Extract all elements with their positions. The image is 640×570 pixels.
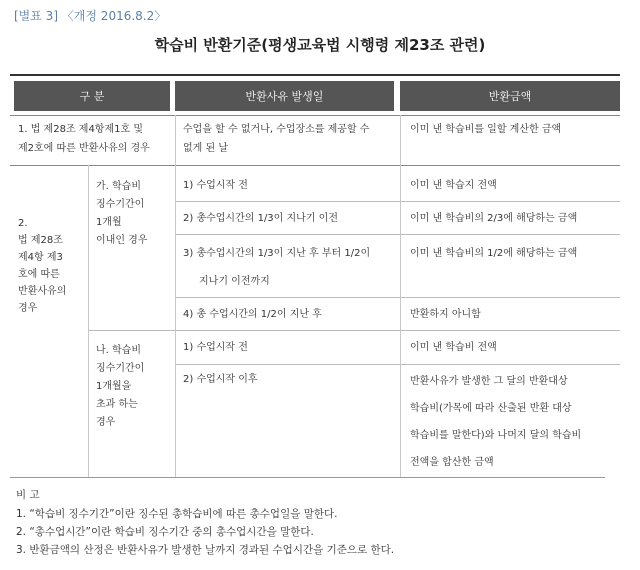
- row-divider: [175, 297, 620, 298]
- column-divider: [400, 115, 401, 477]
- sub-a-item2-occurrence: 2) 총수업시간의 1/3이 지나기 이전: [183, 213, 338, 224]
- sub-a-item2-amount: 이미 낸 학습비의 2/3에 해당하는 금액: [410, 213, 578, 224]
- table-bottom-rule: [10, 477, 605, 478]
- column-divider: [175, 115, 176, 477]
- sub-b-label: 나. 학습비 징수기간이 1개월을 초과 하는 경우: [96, 345, 145, 428]
- row-divider: [10, 165, 620, 166]
- sub-a-item1-amount: 이미 낸 학습지 전액: [410, 180, 497, 191]
- sub-b-item1-occurrence: 1) 수업시작 전: [183, 342, 248, 353]
- table-top-rule: [10, 74, 620, 76]
- row-divider: [175, 364, 620, 365]
- sub-a-item4-occurrence: 4) 총 수업시간의 1/2이 지난 후: [183, 309, 322, 320]
- row-divider: [175, 201, 620, 202]
- row-divider: [10, 115, 620, 116]
- sub-a-item3-amount: 이미 낸 학습비의 1/2에 해당하는 금액: [410, 248, 578, 259]
- row1-amount: 이미 낸 학습비를 일할 계산한 금액: [410, 124, 562, 135]
- sub-b-item2-amount: 반환사유가 발생한 그 달의 반환대상 학습비(가목에 따라 산출된 반환 대상 학습비를 말한다)와 나머지 달의 학습비 전액을 합산한 금액: [410, 376, 582, 468]
- header-amount: 반환금액: [400, 81, 620, 111]
- row-divider: [175, 234, 620, 235]
- row1-occurrence: 수업을 할 수 없거나, 수업장소를 제공할 수 없게 된 날: [183, 124, 370, 154]
- sub-a-label: 가. 학습비 징수기간이 1개월 이내인 경우: [96, 181, 148, 246]
- sub-a-item1-occurrence: 1) 수업시작 전: [183, 180, 248, 191]
- notes-title: 비 고: [16, 489, 40, 501]
- column-divider: [88, 165, 89, 477]
- sub-a-item4-amount: 반환하지 아니함: [410, 309, 481, 320]
- attachment-tag: [별표 3] 〈개정 2016.8.2〉: [14, 9, 167, 23]
- sub-b-item1-amount: 이미 낸 학습비 전액: [410, 342, 497, 353]
- sub-a-item3-occurrence: 3) 총수업시간의 1/3이 지난 후 부터 1/2이 지나기 이전까지: [183, 248, 371, 287]
- sub-b-item2-occurrence: 2) 수업시작 이후: [183, 374, 258, 385]
- note-item: 1. “학습비 징수기간”이란 징수된 총학습비에 따른 총수업일을 말한다.: [16, 508, 338, 520]
- row-divider: [88, 330, 620, 331]
- header-category: 구 분: [14, 81, 170, 111]
- header-occurrence: 반환사유 발생일: [175, 81, 394, 111]
- note-item: 3. 반환금액의 산정은 반환사유가 발생한 날까지 경과된 수업시간을 기준으로 한다.: [16, 544, 395, 556]
- note-item: 2. “총수업시간”이란 학습비 징수기간 중의 총수업시간을 말한다.: [16, 526, 314, 538]
- page-title: 학습비 반환기준(평생교육법 시행령 제23조 관련): [154, 36, 486, 54]
- row1-category: 1. 법 제28조 제4항제1호 및 제2호에 따른 반환사유의 경우: [18, 124, 150, 154]
- row2-category: 2. 법 제28조 제4항 제3 호에 따른 반환사유의 경우: [18, 218, 67, 314]
